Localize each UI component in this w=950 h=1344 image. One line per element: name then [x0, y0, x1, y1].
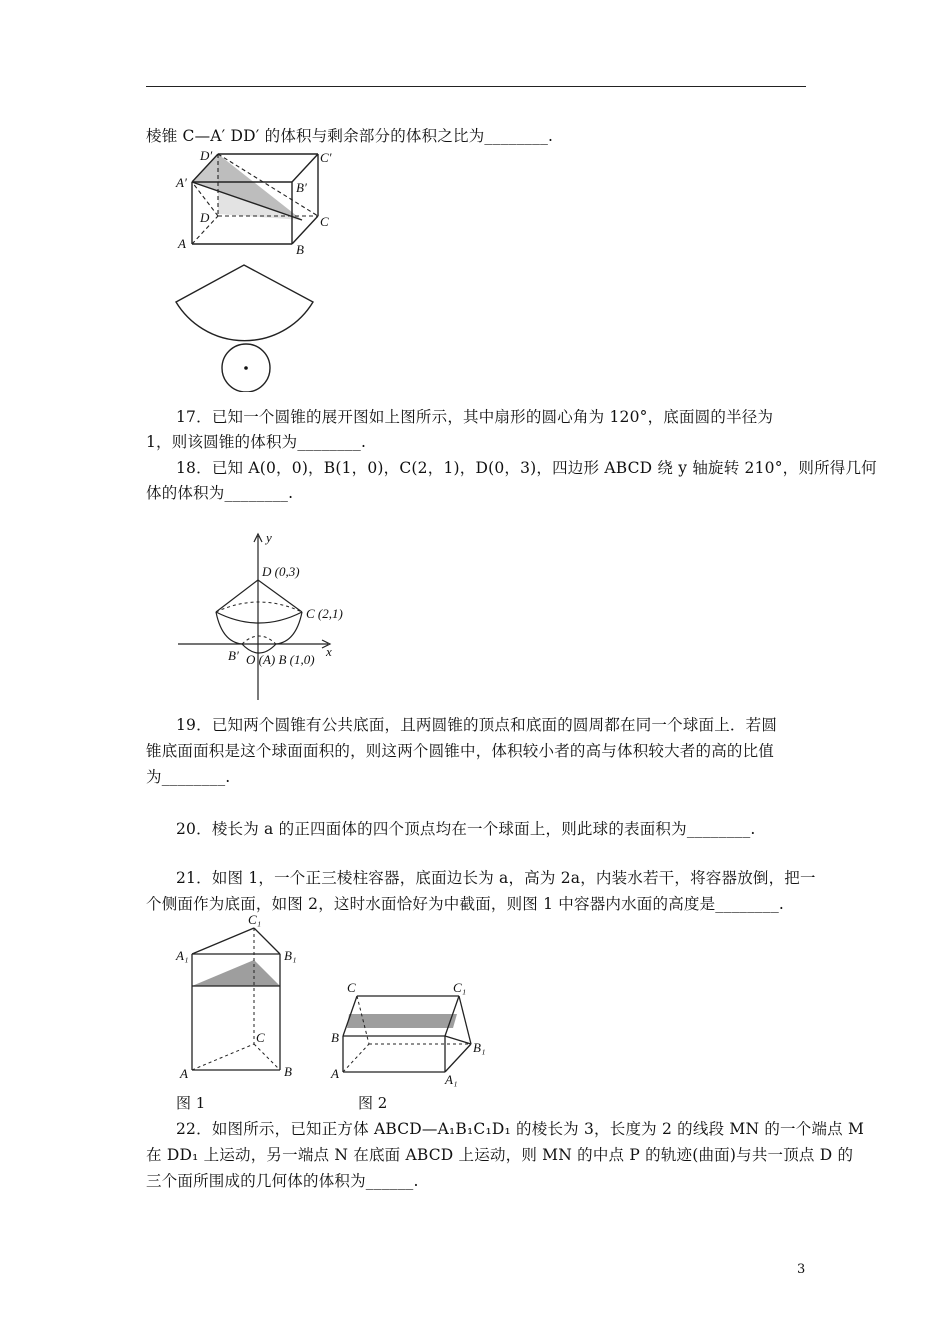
q17-line2: 1，则该圆锥的体积为________. — [146, 433, 367, 451]
q22-line2: 在 DD₁ 上运动，另一端点 N 在底面 ABCD 上运动，则 MN 的中点 P 的轨迹(曲面)与共一顶点 D 的 — [146, 1146, 854, 1164]
label-a1: A₁ — [445, 1072, 458, 1087]
cone-net-figure — [170, 262, 330, 392]
figure-2-caption: 图 2 — [358, 1094, 388, 1112]
label-c: C — [256, 1030, 265, 1045]
label-c: C — [320, 214, 329, 229]
label-b: B — [331, 1030, 339, 1045]
label-b1: B′ — [296, 180, 307, 195]
label-b-prime: B′ — [228, 648, 239, 663]
label-y: y — [266, 530, 272, 545]
water-surface — [192, 960, 280, 986]
q18-line1: 18．已知 A(0，0)，B(1，0)，C(2，1)，D(0，3)，四边形 ABCD 绕 y 轴旋转 210°，则所得几何 — [176, 459, 877, 477]
q21-line1: 21．如图 1，一个正三棱柱容器，底面边长为 a，高为 2a，内装水若干，将容器放倒，把一 — [176, 869, 816, 887]
q19-line1: 19．已知两个圆锥有公共底面，且两圆锥的顶点和底面的圆周都在同一个球面上．若圆 — [176, 716, 778, 734]
label-a: A — [180, 1066, 188, 1081]
label-c1: C₁ — [248, 912, 262, 927]
intro-line: 棱锥 C—A′ DD′ 的体积与剩余部分的体积之比为________. — [146, 127, 554, 145]
label-c1: C′ — [320, 150, 332, 165]
label-a1: A′ — [176, 175, 187, 190]
page-number: 3 — [797, 1262, 806, 1277]
label-c-point: C (2,1) — [306, 606, 343, 621]
prism-figure-1 — [170, 910, 310, 1085]
q19-line2: 锥底面面积是这个球面面积的，则这两个圆锥中，体积较小者的高与体积较大者的高的比值 — [146, 742, 775, 760]
q17-line1: 17．已知一个圆锥的展开图如上图所示，其中扇形的圆心角为 120°，底面圆的半径为 — [176, 408, 774, 426]
q20-line1: 20．棱长为 a 的正四面体的四个顶点均在一个球面上，则此球的表面积为________. — [176, 820, 756, 838]
prism-figure-2 — [325, 980, 495, 1090]
q22-line3: 三个面所围成的几何体的体积为______. — [146, 1172, 419, 1190]
q18-line2: 体的体积为________. — [146, 484, 294, 502]
circle-center-dot — [244, 366, 248, 370]
rotation-figure — [170, 530, 370, 705]
label-a: A — [178, 236, 186, 251]
label-b1: B₁ — [473, 1040, 486, 1055]
label-b: B — [284, 1064, 292, 1079]
label-a: A — [331, 1066, 339, 1081]
label-a1: A₁ — [176, 948, 189, 963]
label-d1: D′ — [200, 148, 213, 163]
label-d-point: D (0,3) — [262, 564, 300, 579]
q21-line2: 个侧面作为底面，如图 2，这时水面恰好为中截面，则图 1 中容器内水面的高度是________. — [146, 895, 785, 913]
label-b: B — [296, 242, 304, 257]
sector-shape — [176, 265, 313, 341]
label-d: D — [200, 210, 210, 225]
label-x: x — [326, 644, 332, 659]
label-c1: C₁ — [453, 980, 467, 995]
q22-line1: 22．如图所示，已知正方体 ABCD—A₁B₁C₁D₁ 的棱长为 3，长度为 2 的线段 MN 的一个端点 M — [176, 1120, 865, 1138]
label-c: C — [347, 980, 356, 995]
label-b1: B₁ — [284, 948, 297, 963]
figure-1-caption: 图 1 — [176, 1094, 206, 1112]
cuboid-figure — [170, 142, 340, 257]
label-origin: O (A) B (1,0) — [246, 652, 315, 667]
header-rule — [146, 86, 806, 87]
q19-line3: 为________. — [146, 768, 231, 786]
